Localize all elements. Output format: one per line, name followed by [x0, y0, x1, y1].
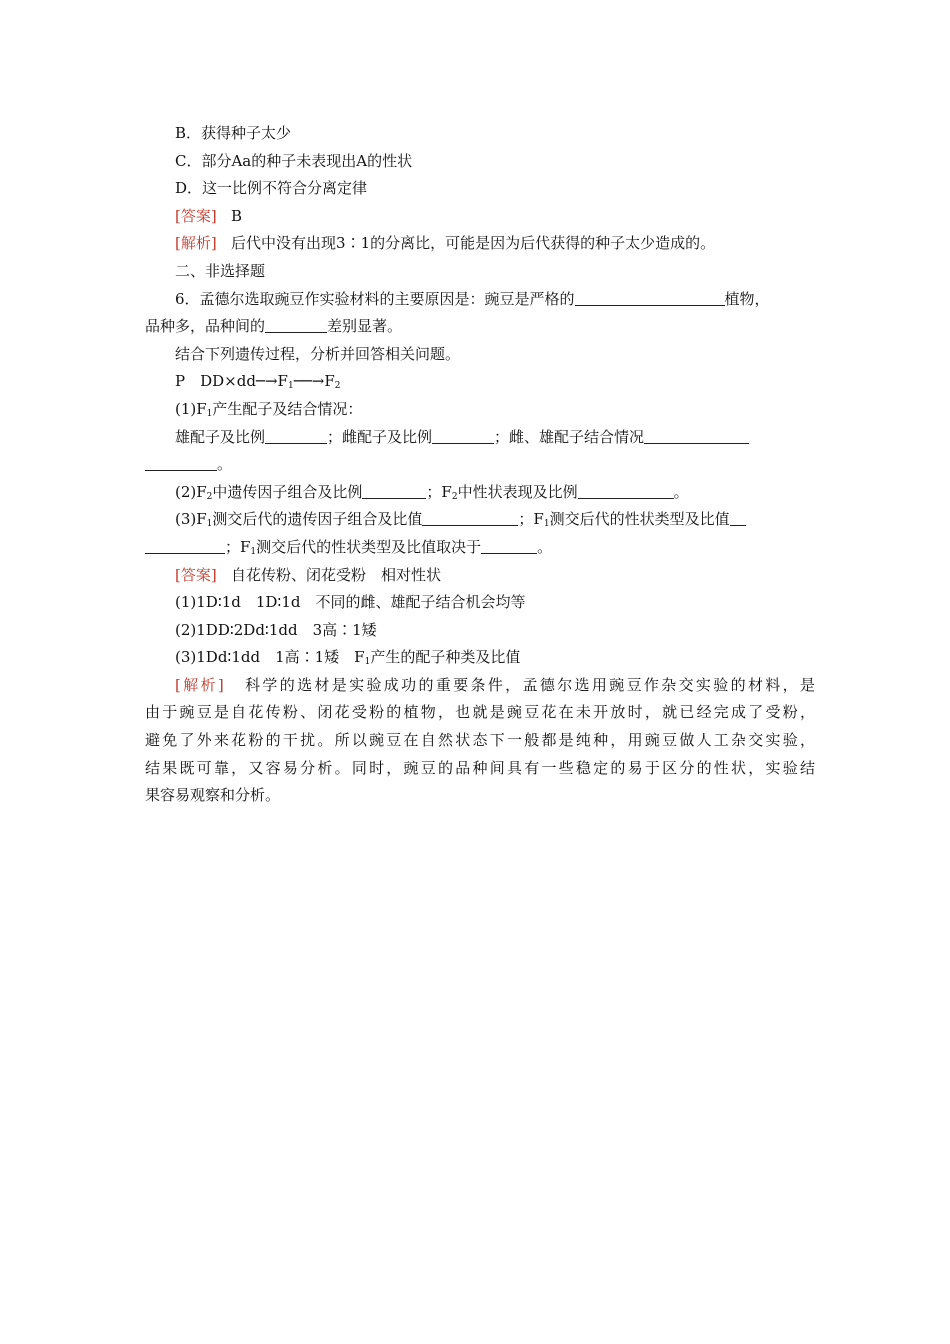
arrow-icon: ──→ [293, 372, 325, 391]
q6-answer-line [145, 562, 815, 590]
q6-text: 。 [537, 537, 553, 556]
answer-blank[interactable] [432, 425, 494, 444]
analysis-tag: [解析] [175, 234, 217, 253]
answer-blank[interactable] [730, 507, 746, 526]
q6-text: 测交后代的遗传因子组合及比值 [212, 510, 423, 529]
q6-text: ；F [518, 510, 544, 529]
q5-analysis-line [145, 230, 815, 258]
q6-sub1-line-cont [145, 451, 815, 479]
q6-stem-text: 6．孟德尔选取豌豆作实验材料的主要原因是：豌豆是严格的 [175, 289, 575, 308]
q6-text: (3)1Dd∶1dd 1高∶1矮 F [175, 648, 365, 667]
q6-text: (2)F [175, 482, 207, 501]
q6-analysis-line-4: 结果既可靠，又容易分析。同时，豌豆的品种间具有一些稳定的易于区分的性状，实验结 [145, 758, 815, 777]
q6-stem-line-1 [145, 286, 815, 314]
q6-sub3-line-cont [145, 534, 815, 562]
answer-blank[interactable] [644, 425, 749, 444]
q6-intro: 结合下列遗传过程，分析并回答相关问题。 [175, 344, 461, 363]
q6-text: 测交后代的性状类型及比值 [549, 510, 730, 529]
q6-stem-text: 植物， [724, 289, 770, 308]
q6-sub1-line [145, 424, 815, 452]
q6-stem-text: 品种多，品种间的 [145, 317, 266, 336]
q6-answer-2: (2)1DD∶2Dd∶1dd 3高∶1矮 [175, 620, 377, 639]
answer-blank[interactable] [481, 535, 537, 554]
q6-text: ； [327, 427, 343, 446]
option-c: C．部分Aa的种子未表现出A的性状 [175, 151, 413, 170]
answer-blank[interactable] [145, 452, 217, 471]
q6-text: 中遗传因子组合及比例 [212, 482, 363, 501]
q6-sub1-title [145, 396, 815, 424]
document-content [145, 120, 815, 810]
analysis-tag: [解析] [175, 675, 224, 694]
option-b: B．获得种子太少 [175, 124, 292, 142]
answer-blank[interactable] [422, 507, 518, 526]
q6-text: 。 [217, 455, 233, 474]
q6-analysis-line-1 [145, 672, 815, 700]
q6-answer: 自花传粉、闭花受粉 相对性状 [231, 565, 442, 584]
subscript: 2 [206, 491, 213, 502]
answer-blank[interactable] [265, 425, 327, 444]
q6-text: 产生配子及结合情况： [212, 399, 363, 418]
q6-text: (1)F [175, 399, 207, 418]
q6-answer-1: (1)1D∶1d 1D∶1d 不同的雌、雄配子结合机会均等 [175, 593, 526, 612]
q6-stem-line-2 [145, 313, 815, 341]
q6-stem-text: 差别显著。 [327, 317, 403, 336]
subscript: 1 [250, 546, 257, 557]
q6-text: 测交后代的性状类型及比值取决于 [256, 537, 482, 556]
answer-blank[interactable] [265, 314, 327, 333]
arrow-icon: ─→ [255, 372, 278, 391]
subscript: 1 [287, 381, 294, 392]
cross-parents: P DD×dd [175, 372, 256, 391]
generation-f: F [324, 372, 335, 391]
subscript: 2 [451, 491, 458, 502]
q6-text: 产生的配子种类及比值 [370, 648, 521, 667]
q6-text: 雄配子及比例 [175, 427, 266, 446]
q6-text: 雌配子及比例 [342, 427, 433, 446]
subscript: 1 [364, 657, 371, 668]
subscript: 1 [206, 519, 213, 530]
q6-text: (3)F [175, 510, 207, 529]
q6-text: ；雌、雄配子结合情况 [494, 427, 645, 446]
q6-sub3-line [145, 506, 815, 534]
subscript: 1 [543, 519, 550, 530]
subscript: 1 [206, 408, 213, 419]
q6-analysis-line-5: 果容易观察和分析。 [145, 786, 281, 805]
q5-answer-line [145, 203, 815, 231]
q6-answer-3 [145, 644, 815, 672]
q6-analysis-line-2: 由于豌豆是自花传粉、闭花受粉的植物，也就是豌豆花在未开放时，就已经完成了受粉， [145, 703, 815, 722]
q6-text: 。 [673, 482, 689, 501]
answer-blank[interactable] [578, 480, 674, 499]
q6-analysis: 科学的选材是实验成功的重要条件，孟德尔选用豌豆作杂交实验的材料，是 [245, 675, 815, 694]
subscript: 2 [334, 381, 341, 392]
generation-f: F [277, 372, 288, 391]
answer-blank[interactable] [145, 535, 225, 554]
q5-analysis: 后代中没有出现3∶1的分离比，可能是因为后代获得的种子太少造成的。 [231, 234, 716, 253]
answer-blank[interactable] [575, 287, 725, 306]
section-title: 二、非选择题 [175, 261, 266, 280]
q5-answer: B [231, 206, 243, 225]
cross-diagram [145, 368, 815, 396]
q6-text: ；F [426, 482, 452, 501]
q6-text: ；F [225, 537, 251, 556]
answer-tag: [答案] [175, 206, 217, 225]
answer-blank[interactable] [362, 480, 426, 499]
answer-tag: [答案] [175, 565, 217, 584]
q6-sub2-line [145, 479, 815, 507]
q6-text: 中性状表现及比例 [457, 482, 578, 501]
option-d: D．这一比例不符合分离定律 [175, 179, 368, 198]
q6-analysis-line-3: 避免了外来花粉的干扰。所以豌豆在自然状态下一般都是纯种，用豌豆做人工杂交实验， [145, 731, 815, 750]
